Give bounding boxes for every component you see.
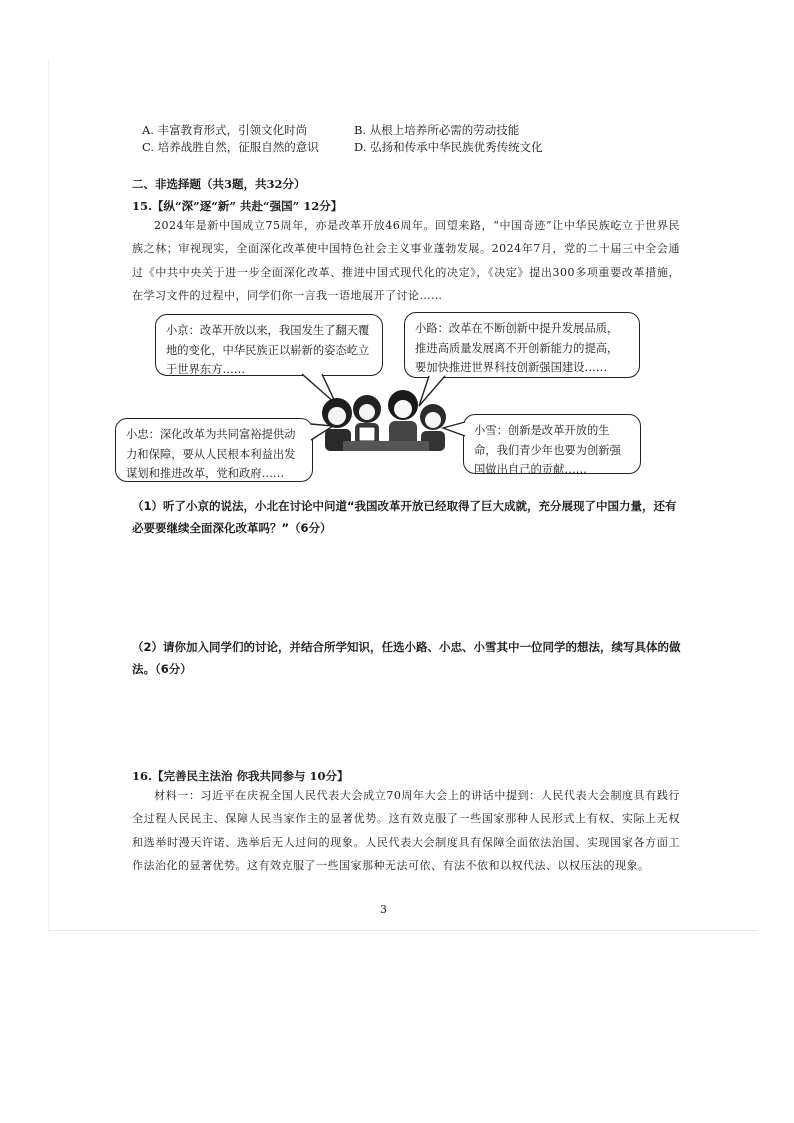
option-a: A. 丰富教育形式，引领文化时尚 [142,123,308,137]
q16-material [132,784,680,877]
bubble-xiaoxue-text: 小雪：创新是改革开放的生命，我们青少年也要为创新强国做出自己的贡献…… [474,424,621,476]
scan-edge-bottom [48,930,758,931]
bubble-xiaolu [404,312,640,378]
bubble-xiaojing-text: 小京：改革开放以来，我国发生了翻天覆地的变化，中华民族正以崭新的姿态屹立于世界东方…… [166,324,370,376]
q15-intro [132,214,680,307]
bubble-xiaolu-text: 小路：改革在不断创新中提升发展品质，推进高质量发展离不开创新能力的提高，要加快推进世界科技创新强国建设…… [415,322,619,374]
option-c: C. 培养战胜自然，征服自然的意识 [142,140,319,154]
page-number: 3 [380,903,387,916]
q15-intro-text: 2024年是新中国成立75周年，亦是改革开放46周年。回望来路，“中国奇迹”让中华民族屹立于世界民族之林；审视现实，全面深化改革使中国特色社会主义事业蓬勃发展。2024年7月，党的二十届三中全会通过《中共中央关于进一步全面深化改革、推进中国式现代化的决定》，《决定》提出300多项重要改革措施，在学习文件的过程中，同学们你一言我一语地展开了讨论…… [132,219,680,302]
option-b: B. 从根上培养所必需的劳动技能 [354,123,520,137]
students-illustration [315,383,455,455]
q15-title: 15.【纵“深”逐“新” 共赴“强国” 12分】 [132,199,343,213]
bubble-xiaozhong-text: 小忠：深化改革为共同富裕提供动力和保障，要从人民根本利益出发谋划和推进改革，党和政府…… [126,428,296,480]
q16-title: 16.【完善民主法治 你我共同参与 10分】 [132,769,349,783]
option-d: D. 弘扬和传承中华民族优秀传统文化 [354,140,543,154]
bubble-xiaojing [155,314,383,376]
q15-subquestion-2: （2）请你加入同学们的讨论，并结合所学知识，任选小路、小忠、小雪其中一位同学的想法，续写具体的做法。（6分） [132,640,681,676]
bubble-xiaoxue [463,414,641,474]
bubble-xiaozhong [115,418,313,482]
section-title: 二、非选择题（共3题，共32分） [132,177,306,191]
scan-edge-left [48,60,49,930]
q15-subquestion-1: （1）听了小京的说法，小北在讨论中问道“我国改革开放已经取得了巨大成就，充分展现了中国力量，还有必要要继续全面深化改革吗？”（6分） [132,499,677,535]
q16-material-text: 材料一：习近平在庆祝全国人民代表大会成立70周年大会上的讲话中提到：人民代表大会制度具有践行全过程人民民主、保障人民当家作主的显著优势。这有效克服了一些国家那种人民形式上有权、实际上无权和选举时漫天许诺、选举后无人过问的现象。人民代表大会制度具有保障全面依法治国、实现国家各方面工作法治化的显著优势。这有效克服了一些国家那种无法可依、有法不依和以权代法、以权压法的现象。 [132,789,680,872]
